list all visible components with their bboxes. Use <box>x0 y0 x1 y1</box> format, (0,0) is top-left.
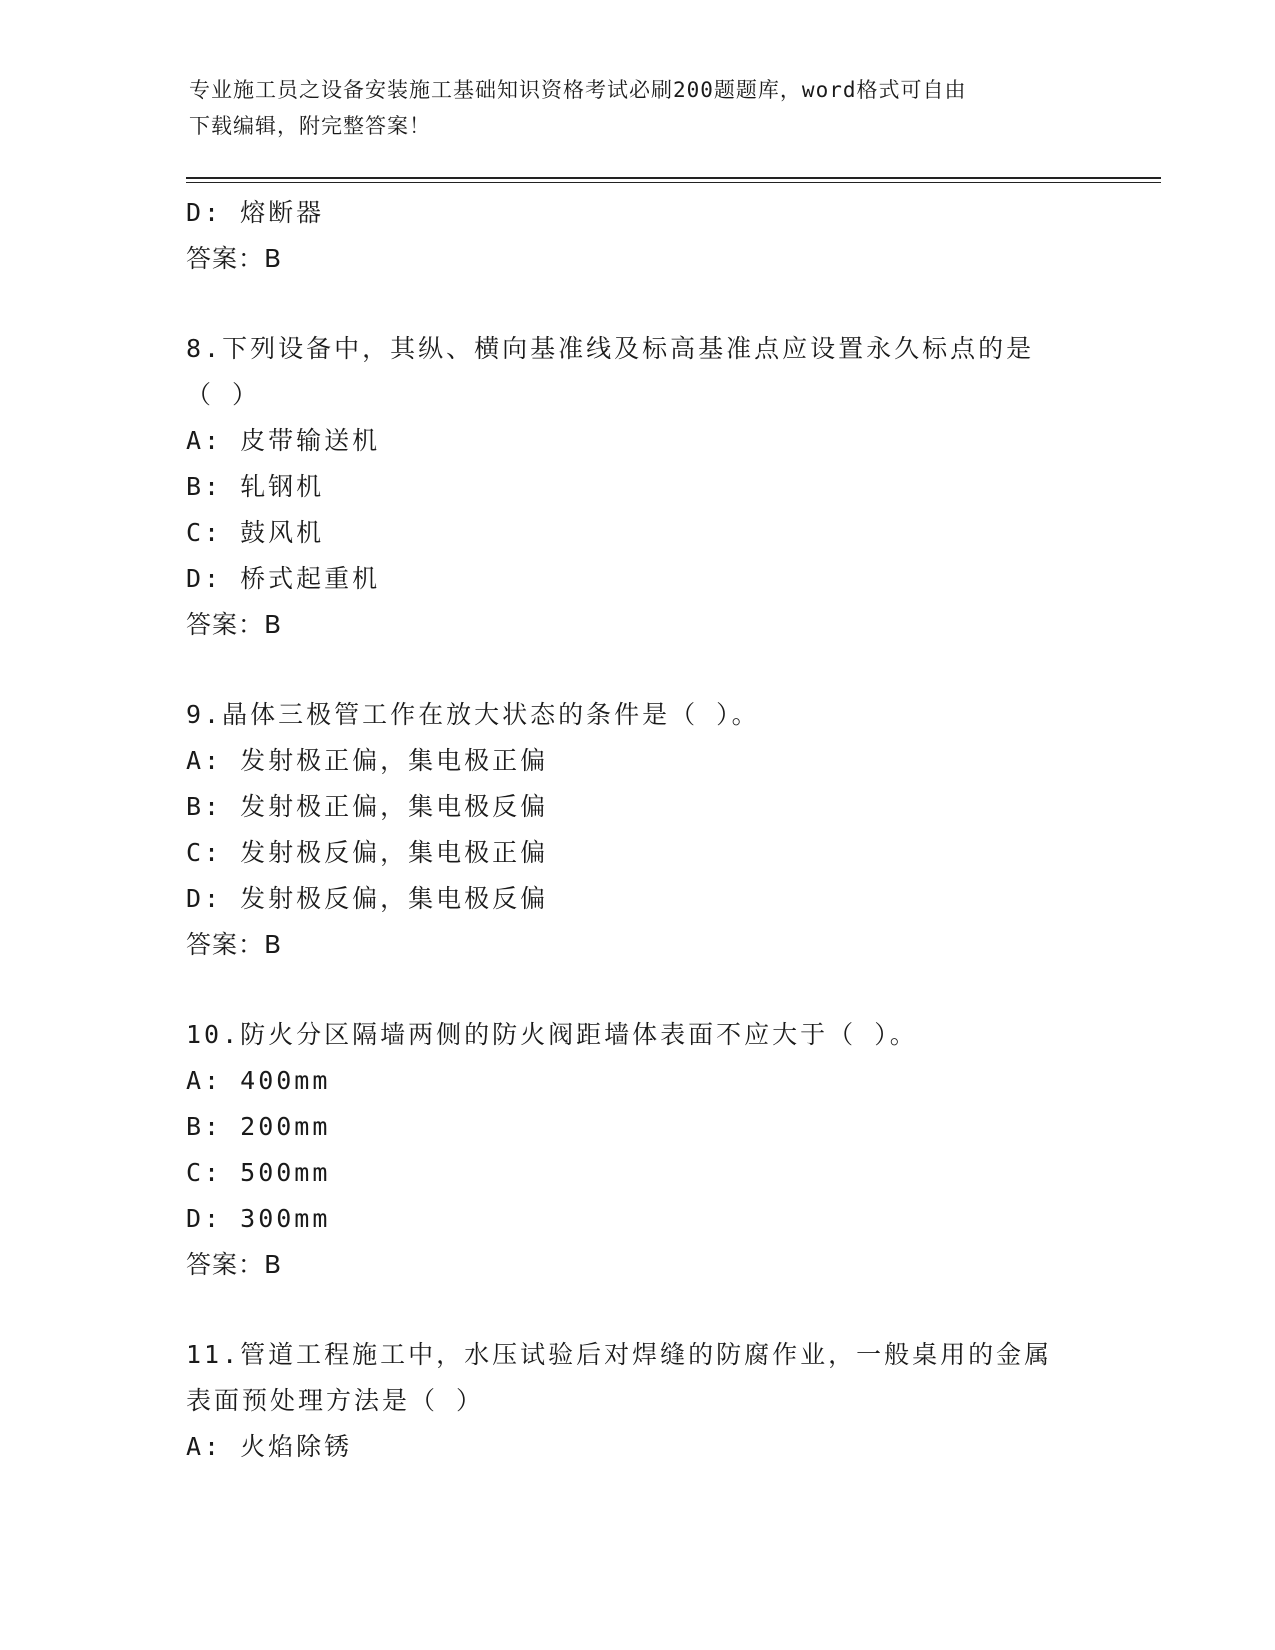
spacer <box>186 282 1086 326</box>
question-list <box>186 190 1086 1470</box>
spacer <box>186 648 1086 692</box>
option-b: B: 发射极正偏，集电极反偏 <box>186 792 549 821</box>
question-stem-continued: （ ） <box>186 380 261 409</box>
option-d: D: 发射极反偏，集电极反偏 <box>186 884 549 913</box>
option-c: C: 发射极反偏，集电极正偏 <box>186 838 549 867</box>
option-d: D: 熔断器 <box>186 198 325 227</box>
option-a: A: 皮带输送机 <box>186 426 381 455</box>
question-7-tail <box>186 190 1086 282</box>
question-10 <box>186 1012 1086 1288</box>
answer-label: 答案：B <box>186 610 283 639</box>
spacer <box>186 1288 1086 1332</box>
question-9 <box>186 692 1086 968</box>
header-divider <box>186 177 1161 183</box>
option-a: A: 400mm <box>186 1066 331 1095</box>
question-stem: 10.防火分区隔墙两侧的防火阀距墙体表面不应大于（ ）。 <box>186 1020 918 1049</box>
header-title-line-2: 下载编辑，附完整答案！ <box>189 114 431 138</box>
page-header <box>189 72 1089 144</box>
option-b: B: 轧钢机 <box>186 472 325 501</box>
answer-label: 答案：B <box>186 1250 283 1279</box>
question-8 <box>186 326 1086 648</box>
answer-label: 答案：B <box>186 930 283 959</box>
question-stem: 9.晶体三极管工作在放大状态的条件是（ ）。 <box>186 700 760 729</box>
option-c: C: 鼓风机 <box>186 518 325 547</box>
option-b: B: 200mm <box>186 1112 331 1141</box>
option-d: D: 300mm <box>186 1204 331 1233</box>
question-stem-continued: 表面预处理方法是（ ） <box>186 1386 485 1415</box>
option-a: A: 发射极正偏，集电极正偏 <box>186 746 549 775</box>
answer-label: 答案：B <box>186 244 283 273</box>
question-stem: 8.下列设备中，其纵、横向基准线及标高基准点应设置永久标点的是 <box>186 334 1035 363</box>
option-a: A: 火焰除锈 <box>186 1432 353 1461</box>
question-11 <box>186 1332 1086 1470</box>
spacer <box>186 968 1086 1012</box>
header-title-line-1: 专业施工员之设备安装施工基础知识资格考试必刷200题题库，word格式可自由 <box>189 78 967 102</box>
option-d: D: 桥式起重机 <box>186 564 381 593</box>
question-stem: 11.管道工程施工中，水压试验后对焊缝的防腐作业，一般桌用的金属 <box>186 1340 1053 1369</box>
option-c: C: 500mm <box>186 1158 331 1187</box>
